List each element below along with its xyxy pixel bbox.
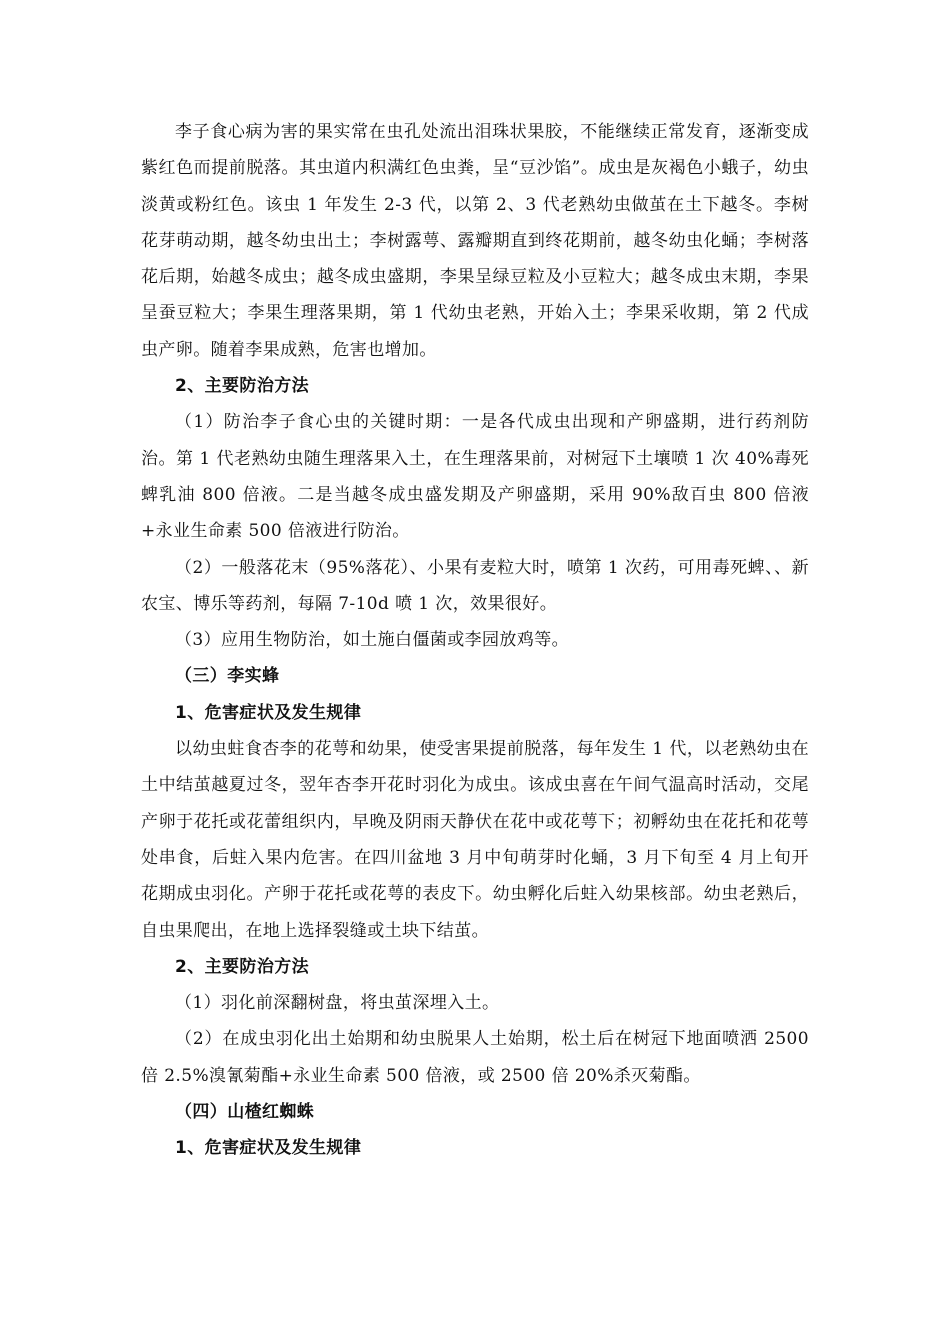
heading-damage-symptoms: 1、危害症状及发生规律: [175, 702, 362, 723]
heading-main-control-methods: 2、主要防治方法: [175, 376, 310, 397]
section-title-hawthorn-spider-mite: （四）山楂红蜘蛛: [175, 1102, 315, 1123]
control-item-2: （2）一般落花末（95%落花）、小果有麦粒大时，喷第 1 次药，可用毒死蜱、、新农宝、博乐等药剂，每隔 7-10d 喷 1 次，效果很好。: [141, 557, 809, 614]
control-item-3: （3）应用生物防治，如土施白僵菌或李园放鸡等。: [175, 630, 570, 651]
control-item-1: （1）防治李子食心虫的关键时期：一是各代成虫出现和产卵盛期，进行药剂防治。第 1 代老熟幼虫随生理落果入土，在生理落果前，对树冠下土壤喷 1 次 40%毒死蜱乳油 800 倍液。二是当越冬成虫盛发期及产卵盛期，采用 90%敌百虫 800 倍液+永业生命素 500 倍液进行防治。: [141, 412, 809, 542]
paragraph-plum-sawfly-symptoms: 以幼虫蛀食杏李的花萼和幼果，使受害果提前脱落，每年发生 1 代，以老熟幼虫在土中结茧越夏过冬，翌年杏李开花时羽化为成虫。该成虫喜在午间气温高时活动，交尾产卵于花托或花蕾组织内，早晚及阴雨天静伏在花中或花萼下；初孵幼虫在花托和花萼处串食，后蛀入果内危害。在四川盆地 3 月中旬萌芽时化蛹，3 月下旬至 4 月上旬开花期成虫羽化。产卵于花托或花萼的表皮下。幼虫孵化后蛀入幼果核部。幼虫老熟后，自虫果爬出，在地上选择裂缝或土块下结茧。: [141, 739, 809, 941]
heading-damage-symptoms-2: 1、危害症状及发生规律: [175, 1138, 362, 1159]
paragraph-plum-fruit-moth-symptoms: 李子食心病为害的果实常在虫孔处流出泪珠状果胶，不能继续正常发育，逐渐变成紫红色而提前脱落。其虫道内积满红色虫粪，呈“豆沙馅”。成虫是灰褐色小蛾子，幼虫淡黄或粉红色。该虫 1 年发生 2-3 代，以第 2、3 代老熟幼虫做茧在土下越冬。李树花芽萌动期，越冬幼虫出土；李树露萼、露瓣期直到终花期前，越冬幼虫化蛹；李树落花后期，始越冬成虫；越冬成虫盛期，李果呈绿豆粒及小豆粒大；越冬成虫末期，李果呈蚕豆粒大；李果生理落果期，第 1 代幼虫老熟，开始入土；李果采收期，第 2 代成虫产卵。随着李果成熟，危害也增加。: [141, 122, 809, 360]
sawfly-control-item-1: （1）羽化前深翻树盘，将虫茧深埋入土。: [175, 993, 500, 1014]
sawfly-control-item-2: （2）在成虫羽化出土始期和幼虫脱果人土始期，松土后在树冠下地面喷洒 2500 倍 2.5%溴氰菊酯+永业生命素 500 倍液，或 2500 倍 20%杀灭菊酯。: [141, 1029, 809, 1086]
document-page: [141, 114, 809, 1167]
section-title-plum-sawfly: （三）李实蜂: [175, 666, 280, 687]
heading-main-control-methods-2: 2、主要防治方法: [175, 956, 310, 977]
